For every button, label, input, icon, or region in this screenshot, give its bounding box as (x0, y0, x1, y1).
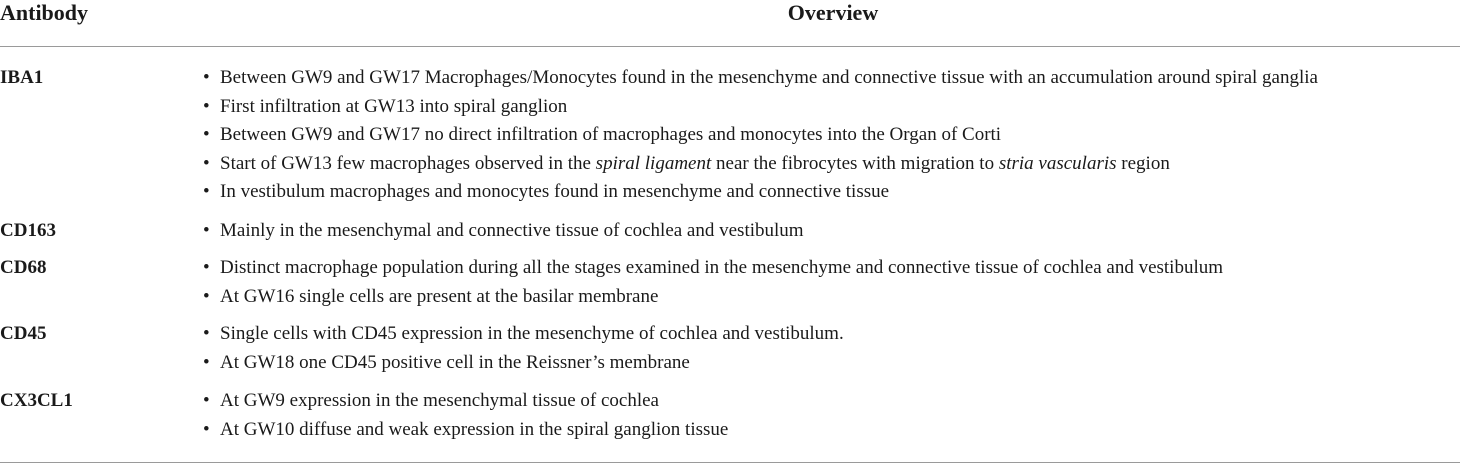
overview-list (203, 68, 1318, 211)
list-item: • Between GW9 and GW17 Macrophages/Monocytes found in the mesenchyme and connective tissue with an accumulation around spiral ganglia (203, 68, 1318, 97)
list-item (203, 154, 1318, 183)
table-header (0, 0, 1460, 47)
text-segment: near the fibrocytes with migration to (711, 152, 999, 174)
list-item: • Between GW9 and GW17 no direct infiltration of macrophages and monocytes into the Organ of Corti (203, 125, 1318, 154)
list-item: • In vestibulum macrophages and monocytes found in mesenchyme and connective tissue (203, 182, 1318, 211)
list-item: • At GW9 expression in the mesenchymal tissue of cochlea (203, 391, 728, 420)
text-segment: region (1116, 152, 1170, 174)
antibody-name: CD163 (0, 220, 56, 241)
text-segment: Start of GW13 few macrophages observed in the (220, 152, 596, 174)
list-item: • At GW16 single cells are present at the basilar membrane (203, 287, 1223, 316)
antibody-name: CD45 (0, 323, 47, 344)
table-bottom-rule (0, 462, 1460, 463)
antibody-name: CD68 (0, 257, 47, 278)
column-header-overview: Overview (787, 0, 879, 25)
overview-list (203, 221, 804, 250)
list-item: • Mainly in the mesenchymal and connective tissue of cochlea and vestibulum (203, 221, 804, 250)
list-item: • At GW10 diffuse and weak expression in the spiral ganglion tissue (203, 420, 728, 449)
italic-term: stria vascularis (998, 152, 1117, 174)
list-item: • At GW18 one CD45 positive cell in the Reissner’s membrane (203, 353, 844, 382)
list-item: • First infiltration at GW13 into spiral ganglion (203, 97, 1318, 126)
italic-term: spiral ligament (595, 152, 712, 174)
overview-list (203, 258, 1223, 315)
column-header-antibody: Antibody (0, 0, 89, 25)
overview-list (203, 391, 728, 448)
antibody-name: IBA1 (0, 67, 44, 88)
list-item: • Single cells with CD45 expression in the mesenchyme of cochlea and vestibulum. (203, 324, 844, 353)
overview-list (203, 324, 844, 381)
antibody-name: CX3CL1 (0, 390, 73, 411)
list-item: • Distinct macrophage population during all the stages examined in the mesenchyme and connective tissue of cochlea and vestibulum (203, 258, 1223, 287)
